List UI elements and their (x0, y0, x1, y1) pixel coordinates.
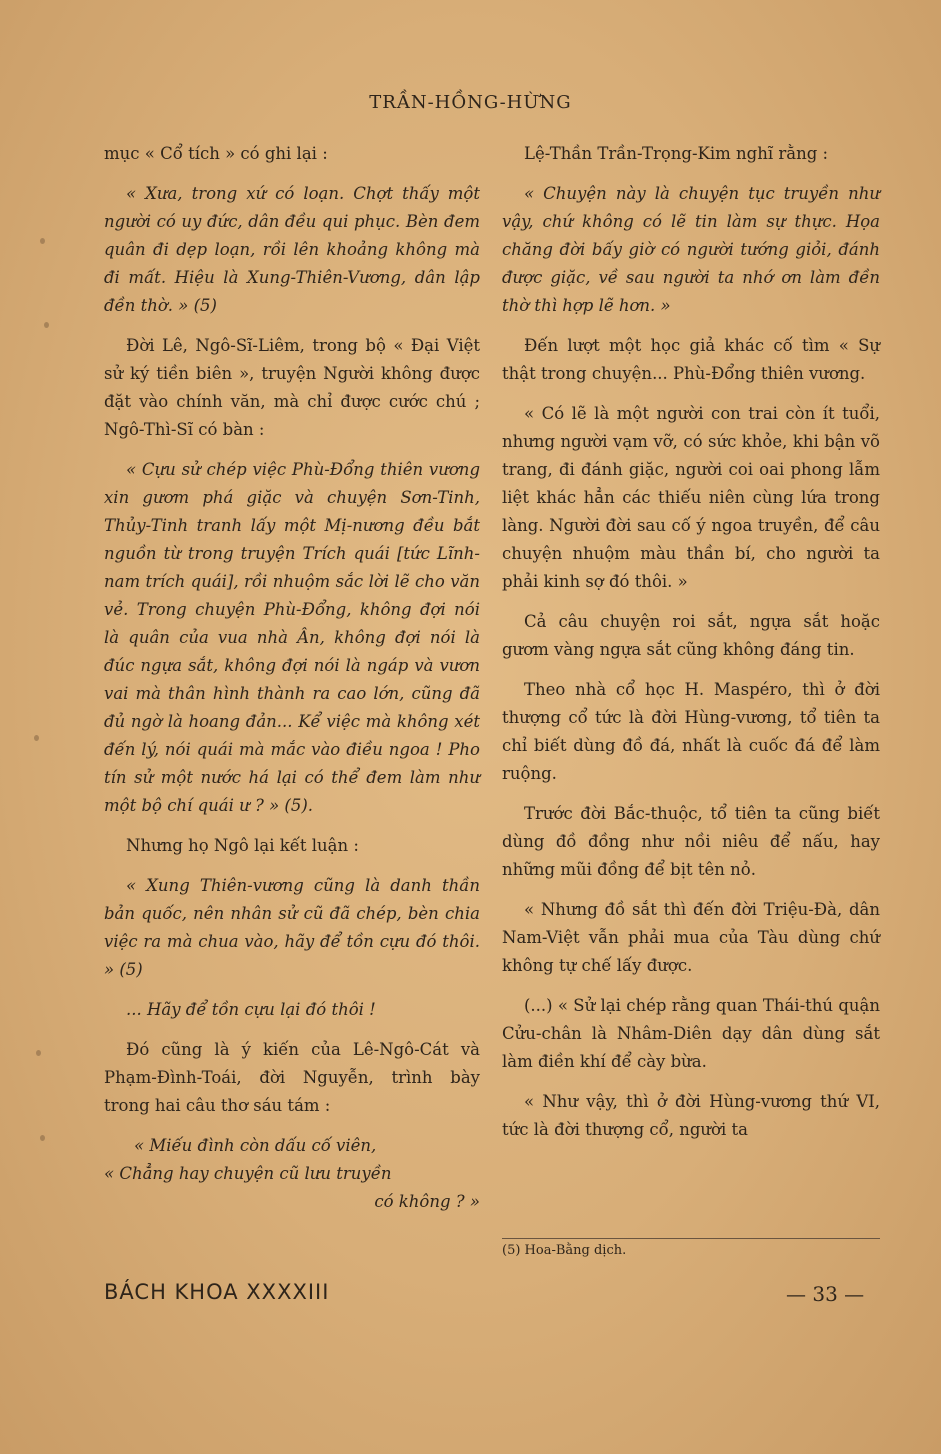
verse-line: « Chẳng hay chuyện cũ lưu truyền (104, 1164, 392, 1183)
binding-hole (40, 1135, 45, 1141)
left-column (104, 140, 480, 1228)
binding-hole (34, 735, 39, 741)
magazine-name: BÁCH KHOA XXXXIII (104, 1280, 330, 1304)
paragraph: Đời Lê, Ngô-Sĩ-Liêm, trong bộ « Đại Việt sử ký tiền biên », truyện Người không được đặt vào chính văn, mà chỉ được cước chú ; Ngô-Thì-Sĩ có bàn : (104, 336, 480, 439)
paragraph: (...) « Sử lại chép rằng quan Thái-thú quận Cửu-chân là Nhâm-Diên dạy dân dùng sắt làm điền khí để cày bừa. (502, 996, 880, 1071)
quote-paragraph: « Xưa, trong xứ có loạn. Chợt thấy một người có uy đức, dân đều qui phục. Bèn đem quân đi dẹp loạn, rồi lên khoảng không mà đi mất. Hiệu là Xung-Thiên-Vương, dân lập đền thờ. » (5) (104, 184, 480, 315)
paragraph: « Nhưng đồ sắt thì đến đời Triệu-Đà, dân Nam-Việt vẫn phải mua của Tàu dùng chứ không tự chế lấy được. (502, 900, 880, 975)
right-column (502, 140, 880, 1156)
paragraph: « Như vậy, thì ở đời Hùng-vương thứ VI, tức là đời thượng cổ, người ta (502, 1092, 880, 1139)
paragraph: Theo nhà cổ học H. Maspéro, thì ở đời thượng cổ tức là đời Hùng-vương, tổ tiên ta chỉ biết dùng đồ đá, nhất là cuốc đá để làm ruộng. (502, 680, 880, 783)
paragraph: Trước đời Bắc-thuộc, tổ tiên ta cũng biết dùng đồ đồng như nồi niêu để nấu, hay những mũi đồng để bịt tên nỏ. (502, 804, 880, 879)
binding-hole (44, 322, 49, 328)
paragraph: « Có lẽ là một người con trai còn ít tuổi, nhưng người vạm vỡ, có sức khỏe, khi bận võ trang, đi đánh giặc, người coi oai phong lẫm liệt khác hẳn các thiếu niên cùng lứa trong làng. Người đời sau cố ý ngoa truyền, để câu chuyện nhuộm màu thần bí, cho người ta phải kinh sợ đó thôi. » (502, 404, 880, 591)
running-header: TRẦN-HỒNG-HỪNG (369, 92, 572, 113)
binding-hole (40, 238, 45, 244)
quote-paragraph: « Cựu sử chép việc Phù-Đổng thiên vương xin gươm phá giặc và chuyện Sơn-Tinh, Thủy-Tinh tranh lấy một Mị-nương đều bắt nguồn từ trong truyện Trích quái [tức Lĩnh-nam trích quái], rồi nhuộm sắc lời lẽ cho văn vẻ. Trong chuyện Phù-Đổng, không đợi nói là quân của vua nhà Ân, không đợi nói là đúc ngựa sắt, không đợi nói là ngáp và vươn vai mà thân hình thành ra cao lớn, cũng đã đủ ngờ là hoang đản... Kể việc mà không xét đến lý, nói quái mà mắc vào điều ngoa ! Pho tín sử một nước há lại có thể đem làm như một bộ chí quái ư ? » (5). (104, 460, 480, 815)
quote-paragraph: « Chuyện này là chuyện tục truyền như vậy, chứ không có lẽ tin làm sự thực. Họa chăng đời bấy giờ có người tướng giỏi, đánh được giặc, về sau người ta nhớ ơn làm đền thờ thì hợp lẽ hơn. » (502, 184, 880, 315)
footnote: (5) Hoa-Bằng dịch. (502, 1238, 880, 1258)
quote-paragraph: « Xung Thiên-vương cũng là danh thần bản quốc, nên nhân sử cũ đã chép, bèn chia việc ra mà chua vào, hãy để tồn cựu đó thôi. » (5) (104, 876, 480, 979)
paragraph: Đến lượt một học giả khác cố tìm « Sự thật trong chuyện... Phù-Đổng thiên vương. (502, 336, 880, 383)
page-number: — 33 — (786, 1282, 865, 1306)
verse-block (104, 1132, 480, 1216)
paragraph: Lệ-Thần Trần-Trọng-Kim nghĩ rằng : (524, 144, 829, 163)
paragraph: Nhưng họ Ngô lại kết luận : (126, 836, 359, 855)
paragraph: Đó cũng là ý kiến của Lê-Ngô-Cát và Phạm-Đình-Toái, đời Nguyễn, trình bày trong hai câu thơ sáu tám : (104, 1040, 480, 1115)
paragraph: ... Hãy để tồn cựu lại đó thôi ! (126, 1000, 376, 1019)
verse-line: có không ? » (374, 1192, 480, 1211)
paragraph: Cả câu chuyện roi sắt, ngựa sắt hoặc gươm vàng ngựa sắt cũng không đáng tin. (502, 612, 880, 659)
verse-line: « Miếu đình còn dấu cố viên, (134, 1136, 377, 1155)
paragraph: mục « Cổ tích » có ghi lại : (104, 144, 328, 163)
binding-hole (36, 1050, 41, 1056)
